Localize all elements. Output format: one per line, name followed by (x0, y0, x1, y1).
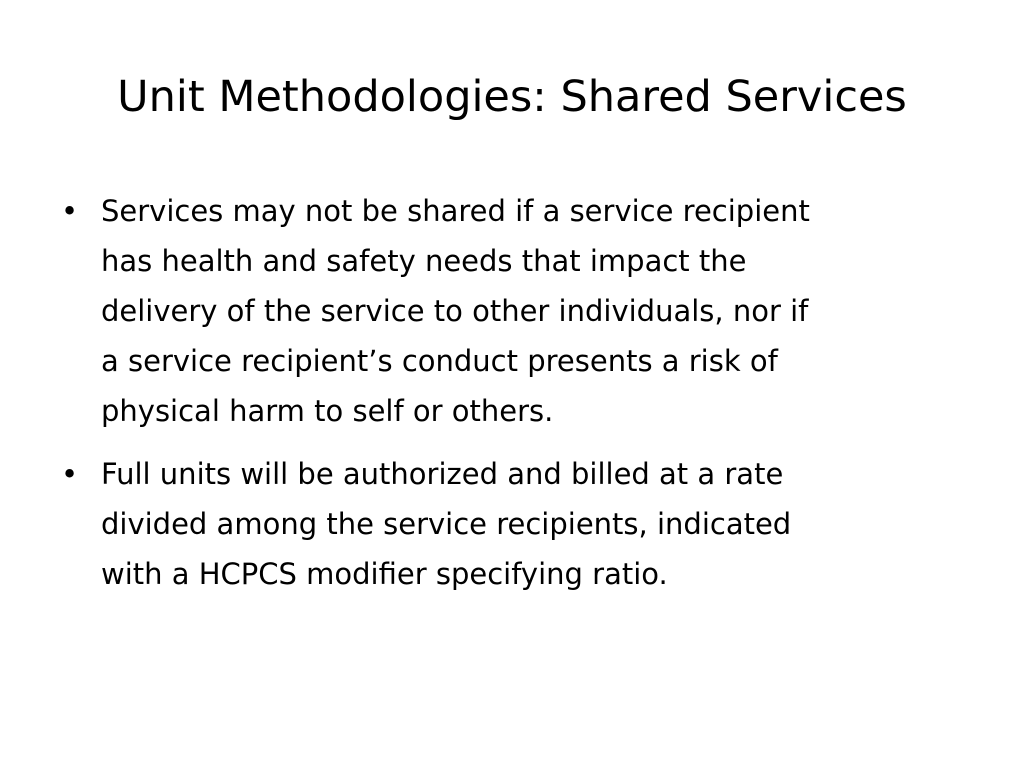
bullet-line: delivery of the service to other individuals, nor if (101, 294, 809, 328)
bullet-line: has health and safety needs that impact the (101, 244, 747, 278)
bullet-line: Services may not be shared if a service recipient (101, 194, 810, 228)
bullet-item-1 (51, 186, 973, 436)
bullet-item-2 (51, 449, 973, 599)
bullet-line: with a HCPCS modifier specifying ratio. (101, 557, 668, 591)
bullet-text (101, 449, 973, 599)
bullet-marker: • (61, 194, 79, 228)
bullet-line: physical harm to self or others. (101, 394, 554, 428)
bullet-line: a service recipient’s conduct presents a risk of (101, 344, 778, 378)
bullet-line: Full units will be authorized and billed at a rate (101, 457, 784, 491)
slide-title: Unit Methodologies: Shared Services (117, 72, 907, 122)
bullet-list (51, 186, 973, 612)
bullet-line: divided among the service recipients, indicated (101, 507, 792, 541)
bullet-text (101, 186, 973, 436)
bullet-marker: • (61, 457, 79, 491)
